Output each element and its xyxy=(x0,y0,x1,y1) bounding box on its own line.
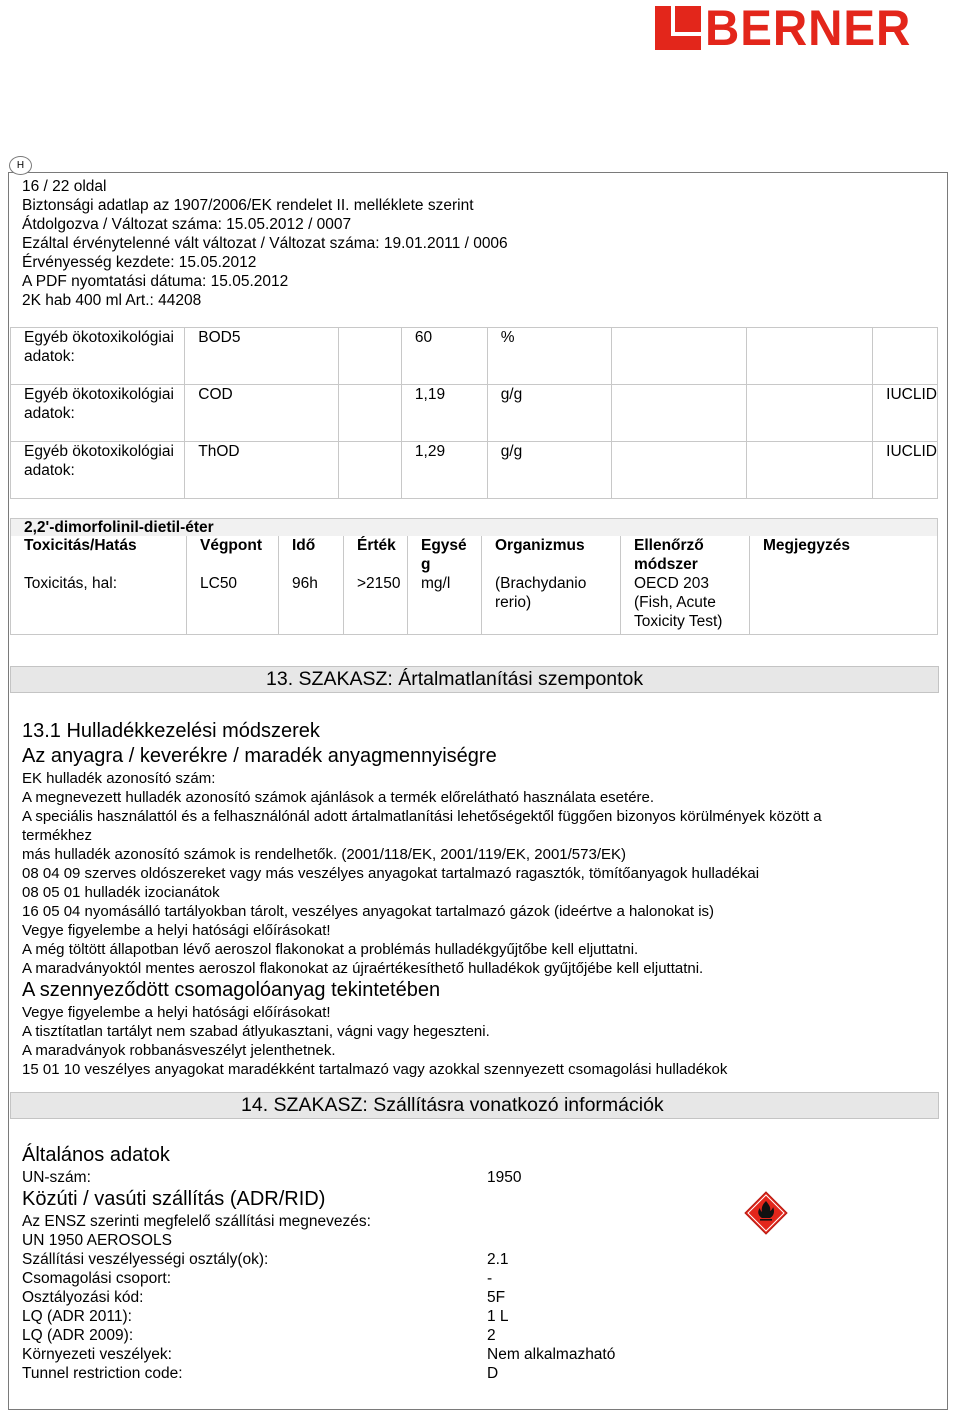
field-label: Tunnel restriction code: xyxy=(22,1365,183,1382)
field-label: Csomagolási csoport: xyxy=(22,1270,172,1287)
text-line: 16 05 04 nyomásálló tartályokban tárolt, veszélyes anyagokat tartalmazó gázok (ideértve a halonokat is) xyxy=(22,903,715,920)
field-row xyxy=(22,1250,509,1269)
column-header: Idő xyxy=(279,536,344,574)
berner-mark-icon xyxy=(655,4,703,52)
text-line: 08 05 01 hulladék izocianátok xyxy=(22,884,220,901)
column-header: Végpont xyxy=(187,536,279,574)
endpoint-cell: COD xyxy=(185,385,339,442)
table-row xyxy=(11,574,938,635)
table-cell xyxy=(750,574,938,635)
road-heading: Közúti / vasúti szállítás (ADR/RID) xyxy=(22,1188,326,1210)
column-header: Megjegyzés xyxy=(750,536,938,574)
field-label: LQ (ADR 2011): xyxy=(22,1308,132,1325)
endpoint-cell: BOD5 xyxy=(185,328,339,385)
text-line: A maradványoktól mentes aeroszol flakonokat az újraértékesíthető hulladékok gyűjtőjébe kell eljuttatni. xyxy=(22,960,704,977)
text-line: más hulladék azonosító számok is rendelhetők. (2001/118/EK, 2001/119/EK, 2001/573/EK) xyxy=(22,846,626,863)
value-cell: 1,29 xyxy=(401,442,487,499)
unit-cell: g/g xyxy=(487,442,611,499)
text-line: termékhez xyxy=(22,827,93,844)
section-13-bar xyxy=(10,666,939,693)
remark-cell xyxy=(873,328,938,385)
row-label: Egyéb ökotoxikológiai adatok: xyxy=(11,442,185,499)
field-value: 1 L xyxy=(487,1308,509,1325)
text-line: 15 01 10 veszélyes anyagokat maradékként tartalmazó vagy azokkal szennyezett csomagolási hulladékok xyxy=(22,1061,728,1078)
text-line: A speciális használattól és a felhasználónál adott ártalmatlanítási lehetőségektől függően bizonyos körülmények között a xyxy=(22,808,822,825)
header-line: Biztonsági adatlap az 1907/2006/EK rendelet II. melléklete szerint xyxy=(22,197,474,214)
table-cell: >2150 xyxy=(344,574,408,635)
header-line: A PDF nyomtatási dátuma: 15.05.2012 xyxy=(22,273,289,290)
table-cell: OECD 203 (Fish, Acute Toxicity Test) xyxy=(621,574,750,635)
column-header: Ellenőrző módszer xyxy=(621,536,750,574)
table-row xyxy=(11,385,938,442)
column-header: Érték xyxy=(344,536,408,574)
remark-cell: IUCLID xyxy=(873,385,938,442)
section-13-body xyxy=(22,719,822,1079)
text-line: A még töltött állapotban lévő aeroszol flakonokat a problémás hulladékgyűjtőbe kell eljuttatni. xyxy=(22,941,639,958)
field-row xyxy=(22,1364,499,1383)
section-14-title: 14. SZAKASZ: Szállításra vonatkozó információk xyxy=(241,1094,664,1116)
section-14-bar xyxy=(10,1092,939,1119)
field-row xyxy=(22,1345,616,1364)
text-line: EK hulladék azonosító szám: xyxy=(22,770,216,787)
unit-cell: % xyxy=(487,328,611,385)
field-value: 5F xyxy=(487,1289,506,1306)
value-cell: 60 xyxy=(401,328,487,385)
field-value: 2 xyxy=(487,1327,496,1344)
column-header: Organizmus xyxy=(482,536,621,574)
field-value: Nem alkalmazható xyxy=(487,1346,616,1363)
table-cell: mg/l xyxy=(408,574,482,635)
general-heading: Általános adatok xyxy=(22,1144,170,1166)
section-13-title: 13. SZAKASZ: Ártalmatlanítási szempontok xyxy=(266,668,644,690)
text-line: A maradványok robbanásveszélyt jelenthetnek. xyxy=(22,1042,336,1059)
field-label: LQ (ADR 2009): xyxy=(22,1327,134,1344)
berner-logo xyxy=(655,0,960,56)
language-badge: H xyxy=(9,156,32,175)
header-line: 2K hab 400 ml Art.: 44208 xyxy=(22,292,202,309)
field-row xyxy=(22,1307,509,1326)
header-line: Ezáltal érvénytelenné vált változat / Változat száma: 19.01.2011 / 0006 xyxy=(22,235,508,252)
value-cell: 1,19 xyxy=(401,385,487,442)
document-header xyxy=(22,177,508,310)
field-value: - xyxy=(487,1270,493,1287)
flammable-gas-hazard-icon xyxy=(744,1191,788,1235)
text-line: A megnevezett hulladék azonosító számok ajánlások a termék előrelátható használata esetére. xyxy=(22,789,655,806)
field-value: 2.1 xyxy=(487,1251,509,1268)
shipping-name-label: Az ENSZ szerinti megfelelő szállítási megnevezés: xyxy=(22,1213,371,1230)
shipping-name-value: UN 1950 AEROSOLS xyxy=(22,1232,172,1249)
text-line: A tisztítatlan tartályt nem szabad átlyukasztani, vágni vagy hegeszteni. xyxy=(22,1023,490,1040)
table-row xyxy=(11,328,938,385)
subsection-title: Az anyagra / keverékre / maradék anyagmennyiségre xyxy=(22,745,497,767)
toxicity-table xyxy=(10,536,938,635)
header-line: 16 / 22 oldal xyxy=(22,178,107,195)
table-row xyxy=(11,442,938,499)
eco-table xyxy=(10,327,938,499)
text-line: 08 04 09 szerves oldószereket vagy más veszélyes anyagokat tartalmazó ragasztók, tömítőanyagok hulladékai xyxy=(22,865,760,882)
row-label: Egyéb ökotoxikológiai adatok: xyxy=(11,328,185,385)
brand-name: BERNER xyxy=(705,0,912,56)
field-value: 1950 xyxy=(487,1169,522,1186)
table-header-row xyxy=(11,536,938,574)
column-header: Toxicitás/Hatás xyxy=(11,536,187,574)
table-cell: (Brachydanio rerio) xyxy=(482,574,621,635)
column-header: Egység xyxy=(408,536,482,574)
subsection-title: 13.1 Hulladékkezelési módszerek xyxy=(22,720,320,742)
field-row xyxy=(22,1269,493,1288)
table-cell: 96h xyxy=(279,574,344,635)
row-label: Egyéb ökotoxikológiai adatok: xyxy=(11,385,185,442)
field-row xyxy=(22,1288,506,1307)
substance-title: 2,2'-dimorfolinil-dietil-éter xyxy=(10,518,938,536)
field-value: D xyxy=(487,1365,499,1382)
text-line: Vegye figyelembe a helyi hatósági előírásokat! xyxy=(22,922,331,939)
unit-cell: g/g xyxy=(487,385,611,442)
field-label: Környezeti veszélyek: xyxy=(22,1346,172,1363)
endpoint-cell: ThOD xyxy=(185,442,339,499)
subsection-title: A szennyeződött csomagolóanyag tekintetében xyxy=(22,979,441,1001)
remark-cell: IUCLID xyxy=(873,442,938,499)
table-cell: LC50 xyxy=(187,574,279,635)
field-row xyxy=(22,1326,496,1345)
table-cell: Toxicitás, hal: xyxy=(11,574,187,635)
header-line: Átdolgozva / Változat száma: 15.05.2012 / 0007 xyxy=(22,216,352,233)
header-line: Érvényesség kezdete: 15.05.2012 xyxy=(22,254,257,271)
text-line: Vegye figyelembe a helyi hatósági előírásokat! xyxy=(22,1004,331,1021)
field-label: Osztályozási kód: xyxy=(22,1289,144,1306)
field-label: UN-szám: xyxy=(22,1169,91,1186)
field-label: Szállítási veszélyességi osztály(ok): xyxy=(22,1251,269,1268)
un-number-row xyxy=(22,1168,522,1187)
